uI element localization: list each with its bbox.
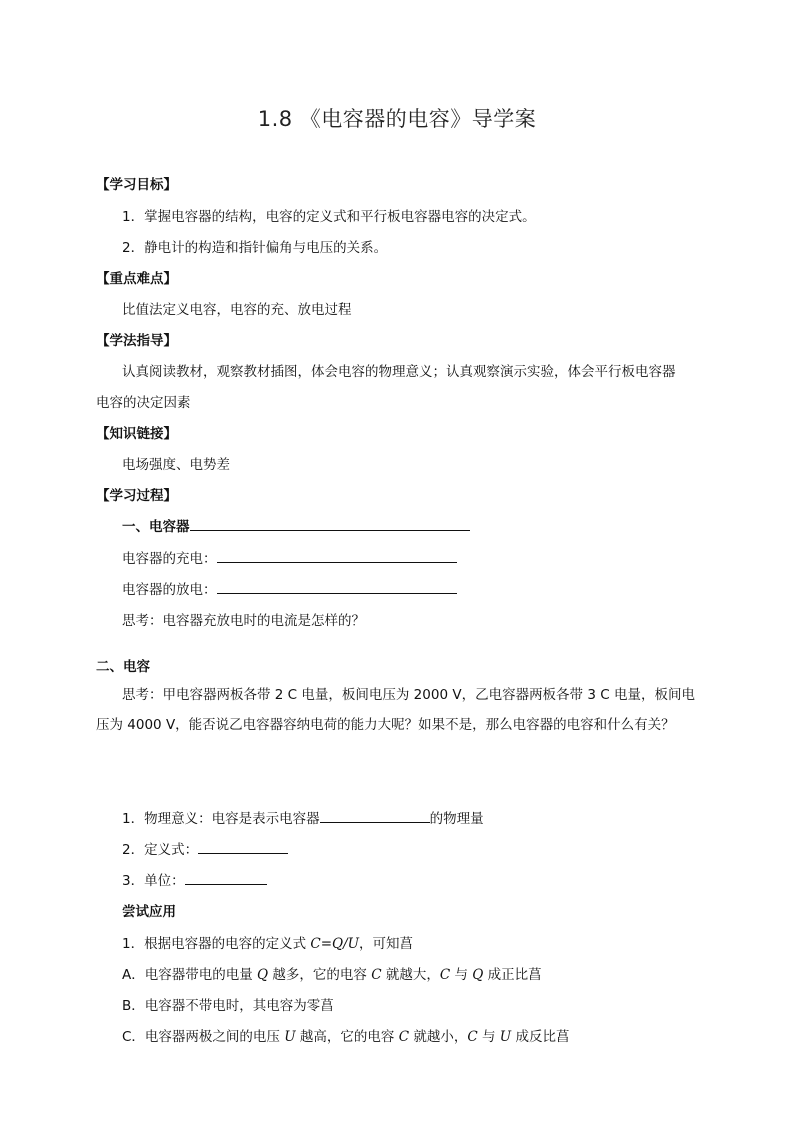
- capacitance-heading: 二、电容: [96, 659, 150, 675]
- meaning-row: [122, 807, 484, 827]
- key-points-heading: 【重点难点】: [96, 271, 177, 287]
- optC-suffix: 成反比菖: [511, 1029, 570, 1045]
- application-heading: 尝试应用: [122, 904, 176, 920]
- charge-label: 电容器的充电：: [122, 551, 217, 567]
- meaning-prefix: 1．物理意义：电容是表示电容器: [122, 811, 320, 827]
- optA-var-c1: C: [371, 967, 382, 983]
- q1-suffix: ，可知菖: [359, 936, 414, 952]
- unit-label: 3．单位：: [122, 873, 185, 889]
- optC-var-u2: U: [499, 1029, 512, 1045]
- option-c: [122, 1025, 569, 1045]
- goal-item-2: 2．静电计的构造和指针偏角与电压的关系。: [122, 240, 388, 256]
- optC-var-c1: C: [398, 1029, 410, 1045]
- optA-mid2: 就越大，: [381, 967, 440, 983]
- optA-var-q1: Q: [257, 967, 269, 983]
- links-heading: 【知识链接】: [96, 426, 177, 442]
- charge-row: [122, 547, 457, 567]
- optC-var-u1: U: [284, 1029, 296, 1045]
- method-line-1: 认真阅读教材，观察教材插图，体会电容的物理意义；认真观察演示实验，体会平行板电容器: [122, 364, 676, 380]
- think-1: 思考：电容器充放电时的电流是怎样的？: [122, 613, 365, 629]
- optC-mid2: 就越小，: [409, 1029, 468, 1045]
- key-points-text: 比值法定义电容，电容的充、放电过程: [122, 302, 352, 318]
- optA-prefix: A．电容器带电的电量: [122, 967, 258, 983]
- goals-heading: 【学习目标】: [96, 177, 177, 193]
- unit-row: [122, 869, 267, 889]
- q1-prefix: 1．根据电容器的电容的定义式: [122, 936, 311, 952]
- definition-label: 2．定义式：: [122, 842, 199, 858]
- unit-blank: [185, 872, 267, 885]
- think-2-line-1: 思考：甲电容器两板各带 2 C 电量，板间电压为 2000 V，乙电容器两板各带 3 C 电量，板间电: [122, 687, 695, 703]
- capacitor-subheading-label: 一、电容器: [122, 519, 190, 535]
- definition-row: [122, 838, 288, 858]
- links-text: 电场强度、电势差: [122, 457, 230, 473]
- question-1: [122, 932, 413, 952]
- discharge-label: 电容器的放电：: [122, 582, 217, 598]
- optC-mid1: 越高，它的电容: [295, 1029, 399, 1045]
- optA-mid1: 越多，它的电容: [268, 967, 372, 983]
- think-2-line-2: 压为 4000 V，能否说乙电容器容纳电荷的能力大呢？如果不是，那么电容器的电容和什么有关？: [96, 717, 675, 733]
- optA-mid3: 与: [450, 967, 473, 983]
- optA-suffix: 成正比菖: [483, 967, 542, 983]
- capacitor-subheading: [122, 515, 470, 535]
- optA-var-c2: C: [439, 967, 451, 983]
- method-heading: 【学法指导】: [96, 333, 177, 349]
- option-a: [122, 963, 542, 983]
- option-b: B．电容器不带电时，其电容为零菖: [122, 998, 334, 1014]
- optA-var-q2: Q: [472, 967, 484, 983]
- method-line-2: 电容的决定因素: [96, 395, 191, 411]
- discharge-row: [122, 578, 457, 598]
- q1-formula: C=Q/U: [310, 936, 360, 952]
- optC-prefix: C．电容器两极之间的电压: [122, 1029, 285, 1045]
- goal-item-1: 1．掌握电容器的结构，电容的定义式和平行板电容器电容的决定式。: [122, 209, 536, 225]
- charge-blank: [217, 550, 457, 563]
- optC-var-c2: C: [467, 1029, 478, 1045]
- process-heading: 【学习过程】: [96, 488, 177, 504]
- meaning-blank: [320, 810, 430, 823]
- capacitor-blank: [190, 518, 470, 531]
- page-title: 1.8 《电容器的电容》导学案: [257, 107, 537, 131]
- discharge-blank: [217, 581, 457, 594]
- meaning-suffix: 的物理量: [429, 811, 484, 827]
- definition-blank: [198, 841, 288, 854]
- optC-mid3: 与: [477, 1029, 500, 1045]
